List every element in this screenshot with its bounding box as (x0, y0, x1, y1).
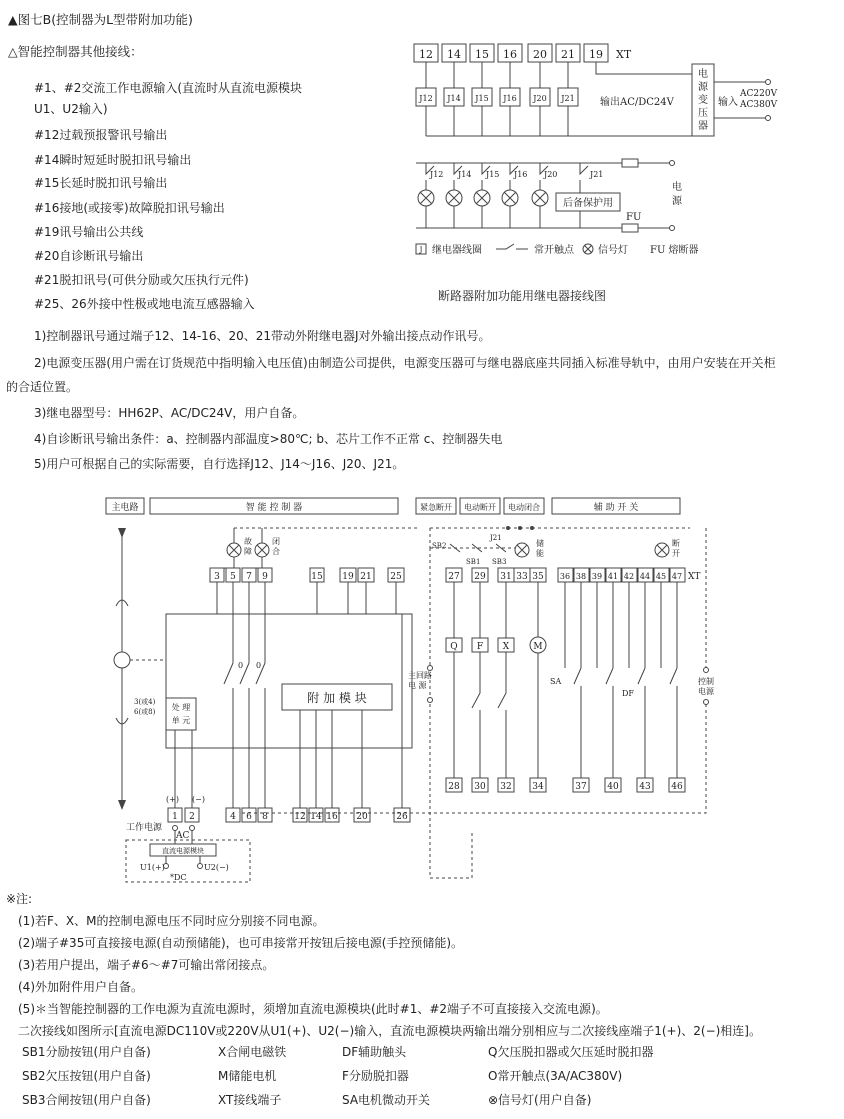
transformer-input-label: 输入 (718, 97, 738, 108)
fuse-symbol (622, 159, 638, 167)
header-aux-label: 辅 助 开 关 (593, 503, 639, 513)
process-unit-label: 处 理 (171, 703, 191, 712)
figure-title: ▲图七B(控制器为L型带附加功能) (8, 12, 193, 27)
relay-coils (416, 88, 578, 106)
terminal-label: 12 (419, 48, 433, 61)
list-item: #14瞬时短延时脱扣讯号输出 (34, 153, 192, 167)
header-elec-close-label: 电动闭合 (508, 503, 540, 512)
legend-cell: XT接线端子 (218, 1093, 282, 1107)
contact-label: J20 (544, 170, 558, 179)
minus-label: (−) (192, 795, 205, 804)
transformer-char: 电 (698, 69, 708, 80)
arrow-down-icon (118, 528, 126, 538)
terminal-label: 5 (230, 572, 236, 582)
terminal-label: 36 (559, 572, 571, 581)
storage-char: 储 (536, 539, 544, 548)
terminal-label: 14 (310, 812, 322, 822)
terminal-label: 47 (671, 572, 683, 581)
terminal-label: 20 (356, 812, 368, 822)
legend-cell: SA电机微动开关 (342, 1093, 431, 1107)
notes-head: ※注: (6, 892, 33, 906)
list-item: #25、26外接中性极或地电流互感器输入 (34, 297, 255, 311)
legend-contact: 常开触点 (534, 245, 574, 256)
coil-label: F (476, 642, 484, 652)
coil-label: Q (450, 642, 458, 652)
terminal-label: 42 (623, 572, 635, 581)
relay-coil-label: J14 (447, 94, 461, 103)
legend-cell: SB3合闸按钮(用户自备) (22, 1093, 151, 1107)
section-title: △智能控制器其他接线： (8, 44, 143, 59)
fuse-symbol (622, 224, 638, 232)
terminal-label: 3 (214, 572, 220, 582)
terminal-label: 12 (294, 812, 306, 822)
main-loop-power-label: 电 源 (408, 681, 427, 690)
legend-cell: X合闸电磁铁 (218, 1045, 287, 1059)
terminal-label: 19 (342, 572, 354, 582)
backup-protection-label: 后备保护用 (563, 198, 613, 209)
terminal-label: 33 (516, 572, 528, 582)
relay-coil-label: J15 (475, 94, 489, 103)
terminal-label: 26 (396, 812, 408, 822)
fault-char: 故 (244, 537, 252, 546)
fault-char: 障 (244, 547, 252, 556)
closed-char: 合 (272, 547, 280, 556)
terminal-strip-bottom-a (168, 808, 199, 822)
plus-label: (+) (166, 795, 179, 804)
xt-label: XT (616, 48, 632, 61)
terminal-strip-d (558, 568, 685, 582)
ratio-label: 6(或8) (134, 708, 156, 716)
terminal-label: 46 (671, 782, 683, 792)
terminal-label: 15 (475, 48, 489, 61)
note-line: (2)端子#35可直接接电源(自动预储能)，也可串接常开按钮后接电源(手控预储能)。 (18, 936, 464, 950)
main-wiring-diagram (100, 488, 740, 888)
power-char: 电 (672, 182, 682, 193)
sb-label: J21 (490, 534, 502, 542)
legend-cell: M储能电机 (218, 1069, 277, 1083)
ac220-label: AC220V (740, 89, 778, 99)
list-item: #16接地(或接零)故障脱扣讯号输出 (34, 201, 225, 215)
list-item: U1、U2输入) (34, 102, 108, 116)
relay-coil-label: J12 (419, 94, 433, 103)
open-char: 断 (672, 539, 680, 548)
contact-label: J14 (458, 170, 472, 179)
terminal-label: 21 (360, 572, 372, 582)
header-emergency-label: 紧急断开 (420, 503, 452, 512)
terminal-label: 21 (561, 48, 575, 61)
df-label: DF (622, 689, 634, 698)
contact-label: J16 (514, 170, 528, 179)
note-line: (3)若用户提出，端子#6～#7可输出常闭接点。 (18, 958, 275, 972)
terminal-label: 7 (246, 572, 252, 582)
note-line: 3)继电器型号：HH62P、AC/DC24V，用户自备。 (34, 406, 305, 420)
terminal-label: 27 (448, 572, 460, 582)
note-line: (5)＊当智能控制器的工作电源为直流电源时，须增加直流电源模块(此时#1、#2端子不可直接接入交流电源)。 (18, 1002, 608, 1016)
relay-legend (416, 243, 699, 256)
legend-cell: ⊗信号灯(用户自备) (488, 1093, 592, 1107)
terminal-label: 35 (532, 572, 544, 582)
terminal-label: 29 (474, 572, 486, 582)
terminal-label: 9 (262, 572, 268, 582)
list-item: #12过载预报警讯号输出 (34, 128, 168, 142)
list-item: #20自诊断讯号输出 (34, 249, 144, 263)
power-char: 源 (672, 196, 682, 207)
open-char: 开 (672, 549, 680, 558)
terminal-label: 14 (447, 48, 461, 61)
control-power-label: 电源 (698, 687, 714, 696)
work-power-label: 工作电源 (126, 823, 163, 833)
terminal-strip-a (210, 568, 272, 582)
svg-text:J: J (419, 246, 423, 254)
fu-label: FU (626, 212, 642, 223)
legend-cell: F分励脱扣器 (342, 1069, 409, 1083)
terminal-label: 2 (189, 812, 195, 822)
terminal-label: 6 (246, 812, 252, 822)
control-power-label: 控制 (698, 677, 714, 686)
zero-label: 0 (256, 661, 262, 670)
sb-label: SB3 (492, 558, 507, 566)
terminal-label: 45 (655, 572, 667, 581)
terminal-strip-bottom-e (446, 778, 546, 792)
signal-lamps (418, 190, 548, 206)
main-loop-power-label: 主回路 (408, 671, 432, 680)
ac380-label: AC380V (740, 100, 778, 110)
header-main-circuit-label: 主电路 (111, 503, 139, 513)
note-line: 二次接线如图所示[直流电源DC110V或220V从U1(+)、U2(−)输入，直流电源模块两输出端分别相应与二次接线座端子1(+)、2(−)相连]。 (18, 1024, 761, 1038)
contact-label: J15 (486, 170, 500, 179)
transformer-char: 压 (698, 108, 708, 119)
relay-wiring-diagram (400, 38, 840, 308)
legend-cell: Q欠压脱扣器或欠压延时脱扣器 (488, 1045, 654, 1059)
u2-label: U2(−) (204, 863, 229, 872)
relay-contacts (426, 163, 588, 193)
legend-cell: DF辅助触头 (342, 1045, 407, 1059)
terminal-label: 16 (503, 48, 517, 61)
note-line: 的合适位置。 (6, 380, 79, 394)
list-item: #15长延时脱扣讯号输出 (34, 176, 168, 190)
terminal-label: 15 (311, 572, 323, 582)
dc-label: *DC (170, 873, 187, 882)
terminal-strip-bottom-d (354, 808, 410, 822)
relay-diagram-caption: 断路器附加功能用继电器接线图 (438, 289, 607, 303)
terminal-strip-bottom-c (293, 808, 339, 822)
terminal-label: 38 (575, 572, 587, 581)
note-line: 5)用户可根据自己的实际需要，自行选择J12、J14～J16、J20、J21。 (34, 457, 405, 471)
relay-coil-label: J20 (533, 94, 547, 103)
addon-module-label: 附 加 模 块 (307, 691, 367, 705)
sb-label: SB2 (432, 542, 447, 550)
arrow-down-icon (118, 800, 126, 810)
note-line: (1)若F、X、M的控制电源电压不同时应分别接不同电源。 (18, 914, 325, 928)
terminal-label: 4 (230, 812, 236, 822)
terminal-label: 25 (390, 572, 402, 582)
list-item: #19讯号输出公共线 (34, 225, 144, 239)
transformer-char: 源 (698, 82, 708, 93)
transformer-output-label: 输出AC/DC24V (600, 97, 674, 108)
ratio-label: 3(或4) (134, 698, 156, 706)
sa-label: SA (550, 677, 562, 686)
terminal-label: 41 (607, 572, 619, 581)
header-controller-label: 智 能 控 制 器 (245, 503, 303, 513)
relay-coil-label: J21 (561, 94, 575, 103)
list-item: #1、#2交流工作电源输入(直流时从直流电源模块 (34, 81, 303, 95)
terminal-label: 40 (607, 782, 619, 792)
terminal-label: 20 (533, 48, 547, 61)
contact-label: J21 (590, 170, 604, 179)
sb-label: SB1 (466, 558, 481, 566)
storage-char: 能 (536, 549, 544, 558)
relay-coil-label: J16 (503, 94, 517, 103)
legend-cell: O常开触点(3A/AC380V) (488, 1069, 623, 1083)
terminal-label: 34 (532, 782, 544, 792)
coil-label: M (533, 642, 543, 652)
legend-coil: 继电器线圈 (432, 245, 482, 256)
terminal-label: 28 (448, 782, 460, 792)
list-item: #21脱扣讯号(可供分励或欠压执行元件) (34, 273, 249, 287)
terminal-label: 8 (262, 812, 268, 822)
terminal-label: 31 (500, 572, 512, 582)
terminal-label: 39 (591, 572, 603, 581)
legend-cell: SB2欠压按钮(用户自备) (22, 1069, 151, 1083)
terminal-label: 1 (172, 812, 178, 822)
dc-module-label: 直流电源模块 (162, 847, 204, 855)
terminal-label: 30 (474, 782, 486, 792)
controller-box (166, 614, 412, 748)
relay-terminal-strip (414, 44, 632, 62)
terminal-label: 16 (326, 812, 338, 822)
current-transformer-symbol (114, 652, 130, 668)
terminal-strip-c (446, 568, 546, 582)
terminal-label: 43 (639, 782, 651, 792)
terminal-label: 19 (589, 48, 603, 61)
terminal-strip-bottom-f (573, 778, 685, 792)
note-line: (4)外加附件用户自备。 (18, 980, 143, 994)
xt-label: XT (688, 572, 701, 582)
terminal-strip-bottom-b (226, 808, 272, 822)
terminal-label: 37 (575, 782, 587, 792)
zero-label: 0 (238, 661, 244, 670)
terminal-strip-b (310, 568, 404, 582)
closed-char: 闭 (272, 537, 280, 546)
note-line: 1)控制器讯号通过端子12、14-16、20、21带动外附继电器J对外输出接点动作讯号。 (34, 329, 491, 343)
coil-label: X (502, 642, 510, 652)
ac-label: AC (176, 831, 190, 841)
transformer-char: 变 (698, 95, 708, 106)
u1-label: U1(+) (140, 863, 165, 872)
legend-fuse: FU 熔断器 (650, 245, 699, 256)
terminal-label: 32 (500, 782, 512, 792)
note-line: 4)自诊断讯号输出条件：a、控制器内部温度>80℃; b、芯片工作不正常 c、控制器失电 (34, 432, 503, 446)
process-unit-label: 单 元 (171, 716, 191, 725)
legend-cell: SB1分励按钮(用户自备) (22, 1045, 151, 1059)
transformer-char: 器 (698, 121, 708, 132)
note-line: 2)电源变压器(用户需在订货规范中指明输入电压值)由制造公司提供，电源变压器可与继电器底座共同插入标准导轨中，由用户安装在开关柜 (34, 356, 776, 370)
header-elec-open-label: 电动断开 (464, 503, 496, 512)
legend-lamp: 信号灯 (598, 245, 628, 256)
terminal-label: 44 (639, 572, 651, 581)
contact-label: J12 (430, 170, 444, 179)
